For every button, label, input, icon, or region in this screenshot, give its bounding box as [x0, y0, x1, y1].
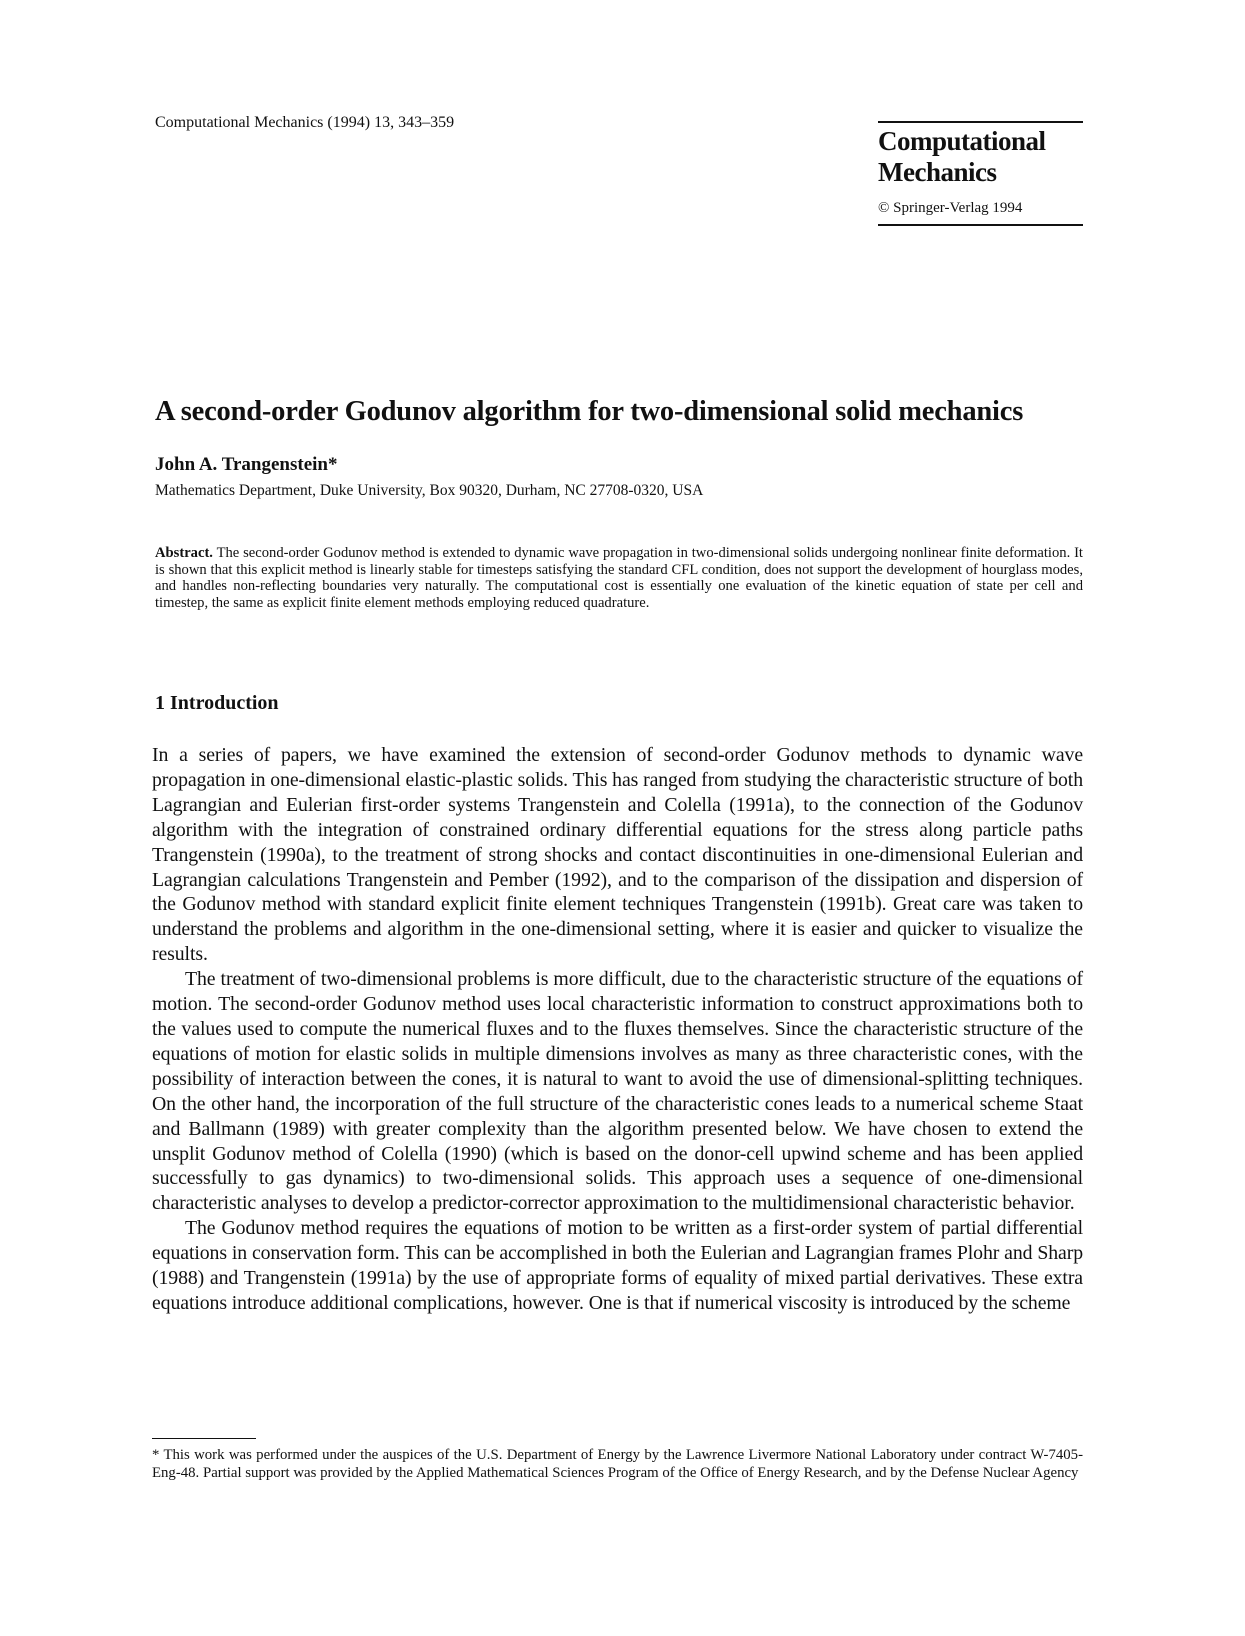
body-paragraph: In a series of papers, we have examined the extension of second-order Godunov methods to dynamic wave propagation in one-dimensional elastic-plastic solids. This has ranged from studying the characteristic structure of both Lagrangian and Eulerian first-order systems Trangenstein and Colella (1991a), to the connection of the Godunov algorithm with the integration of constrained ordinary differential equations for the stress along particle paths Trangenstein (1990a), to the treatment of strong shocks and contact discontinuities in one-dimensional Eulerian and Lagrangian calculations Trangenstein and Pember (1992), and to the comparison of the dissipation and dispersion of the Godunov method with standard explicit finite element techniques Trangenstein (1991b). Great care was taken to understand the problems and algorithm in the one-dimensional setting, where it is easier and quicker to visualize the results.	[152, 744, 1083, 966]
journal-citation: Computational Mechanics (1994) 13, 343–359	[155, 114, 455, 131]
journal-masthead-line1: Computational	[878, 126, 1046, 156]
author-name: John A. Trangenstein*	[155, 454, 338, 475]
journal-masthead-line2: Mechanics	[878, 157, 997, 187]
body-paragraph: The treatment of two-dimensional problems is more difficult, due to the characteristic structure of the equations of motion. The second-order Godunov method uses local characteristic information to construct approximations both to the values used to compute the numerical fluxes and to the fluxes themselves. Since the characteristic structure of the equations of motion for elastic solids in multiple dimensions involves as many as three characteristic cones, with the possibility of interaction between the cones, it is natural to want to avoid the use of dimensional-splitting techniques. On the other hand, the incorporation of the full structure of the characteristic cones leads to a numerical scheme Staat and Ballmann (1989) with greater complexity than the algorithm presented below. We have chosen to extend the unsplit Godunov method of Colella (1990) (which is based on the donor-cell upwind scheme and has been applied successfully to gas dynamics) to two-dimensional solids. This approach uses a sequence of one-dimensional characteristic analyses to develop a predictor-corrector approximation to the multidimensional characteristic behavior.	[152, 968, 1083, 1215]
masthead-rule-bottom	[878, 224, 1083, 226]
journal-masthead	[878, 126, 1046, 188]
footnote-rule	[152, 1438, 256, 1439]
abstract-text: The second-order Godunov method is extended to dynamic wave propagation in two-dimensional solids undergoing nonlinear finite deformation. It is shown that this explicit method is linearly stable for timesteps satisfying the standard CFL condition, does not support the development of hourglass modes, and handles non-reflecting boundaries very naturally. The computational cost is essentially one evaluation of the kinetic equation of state per cell and timestep, the same as explicit finite element methods employing reduced quadrature.	[155, 545, 1083, 611]
introduction-body	[152, 743, 1083, 1316]
section-heading-introduction: 1 Introduction	[155, 692, 279, 714]
body-paragraph: The Godunov method requires the equations of motion to be written as a first-order system of partial differential equations in conservation form. This can be accomplished in both the Eulerian and Lagrangian frames Plohr and Sharp (1988) and Trangenstein (1991a) by the use of appropriate forms of equality of mixed partial derivatives. These extra equations introduce additional complications, however. One is that if numerical viscosity is introduced by the scheme	[152, 1217, 1083, 1314]
copyright-notice: © Springer-Verlag 1994	[878, 200, 1023, 216]
author-affiliation: Mathematics Department, Duke University, Box 90320, Durham, NC 27708-0320, USA	[155, 482, 704, 499]
masthead-rule-top	[878, 121, 1083, 123]
paper-title: A second-order Godunov algorithm for two-dimensional solid mechanics	[155, 396, 1024, 427]
footnote: * This work was performed under the auspices of the U.S. Department of Energy by the Lawrence Livermore National Laboratory under contract W-7405-Eng-48. Partial support was provided by the Applied Mathematical Sciences Program of the Office of Energy Research, and by the Defense Nuclear Agency	[152, 1447, 1083, 1481]
abstract	[155, 545, 1083, 611]
abstract-label: Abstract.	[155, 545, 213, 561]
